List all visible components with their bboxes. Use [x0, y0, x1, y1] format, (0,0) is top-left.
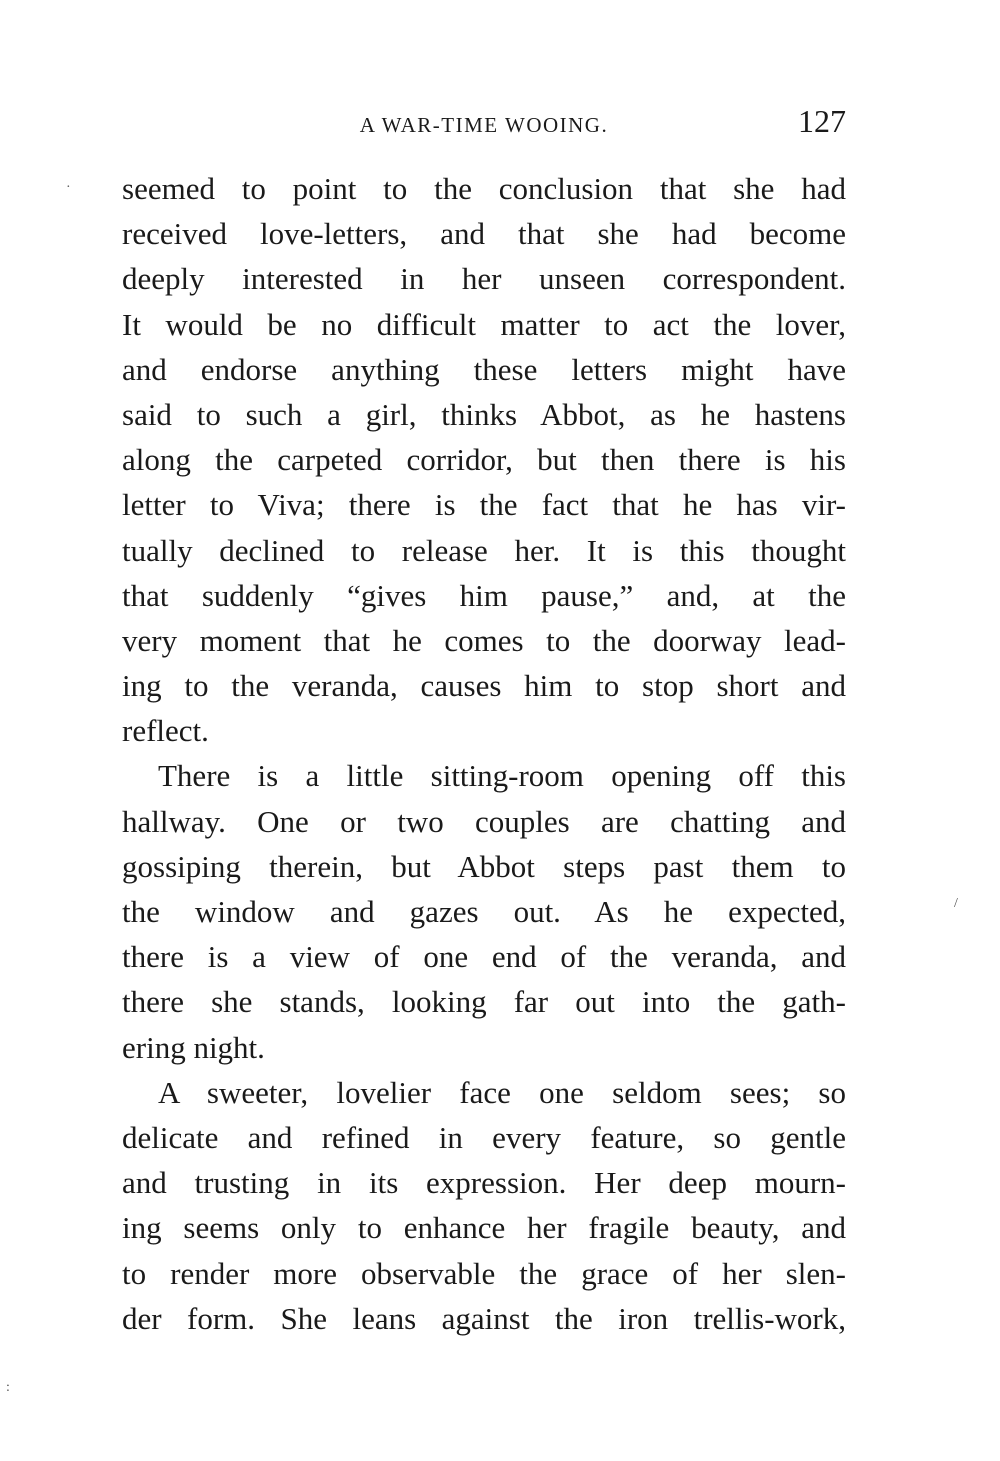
text-line: tually declined to release her. It is this thought: [122, 532, 846, 568]
body-text: [122, 166, 846, 1341]
text-line: and endorse anything these letters might have: [122, 351, 846, 387]
text-line: delicate and refined in every feature, so gentle: [122, 1119, 846, 1155]
text-line: gossiping therein, but Abbot steps past them to: [122, 848, 846, 884]
text-line: It would be no difficult matter to act the lover,: [122, 306, 846, 342]
text-line: said to such a girl, thinks Abbot, as he hastens: [122, 396, 846, 432]
text-line: ing to the veranda, causes him to stop short and: [122, 668, 846, 704]
text-line: ing seems only to enhance her fragile beauty, and: [122, 1210, 846, 1246]
text-line: ering night.: [122, 1029, 265, 1065]
paragraph: [122, 166, 846, 753]
margin-speck: ·: [66, 180, 71, 195]
text-line: and trusting in its expression. Her deep mourn-: [122, 1165, 846, 1201]
margin-speck: :: [6, 1380, 10, 1395]
text-line: der form. She leans against the iron trellis-work,: [122, 1300, 846, 1336]
text-line: There is a little sitting-room opening off this: [158, 758, 846, 794]
text-line: A sweeter, lovelier face one seldom sees; so: [158, 1074, 846, 1110]
text-line: letter to Viva; there is the fact that he has vir-: [122, 487, 846, 523]
text-line: that suddenly “gives him pause,” and, at the: [122, 577, 846, 613]
paragraph: [122, 1070, 846, 1341]
text-line: received love-letters, and that she had become: [122, 216, 846, 252]
text-line: very moment that he comes to the doorway lead-: [122, 622, 846, 658]
text-line: along the carpeted corridor, but then there is his: [122, 442, 846, 478]
text-line: hallway. One or two couples are chatting and: [122, 803, 846, 839]
running-head: [122, 103, 846, 143]
paragraph: [122, 753, 846, 1069]
page-number: 127: [798, 103, 846, 139]
margin-speck: /: [954, 896, 958, 911]
text-line: reflect.: [122, 713, 209, 749]
text-line: there is a view of one end of the veranda, and: [122, 939, 846, 975]
text-line: deeply interested in her unseen correspondent.: [122, 261, 846, 297]
text-line: the window and gazes out. As he expected,: [122, 894, 846, 929]
text-line: to render more observable the grace of her slen-: [122, 1255, 846, 1291]
running-title: A WAR-TIME WOOING.: [359, 113, 609, 137]
text-line: there she stands, looking far out into the gath-: [122, 984, 846, 1020]
text-line: seemed to point to the conclusion that she had: [122, 171, 846, 206]
